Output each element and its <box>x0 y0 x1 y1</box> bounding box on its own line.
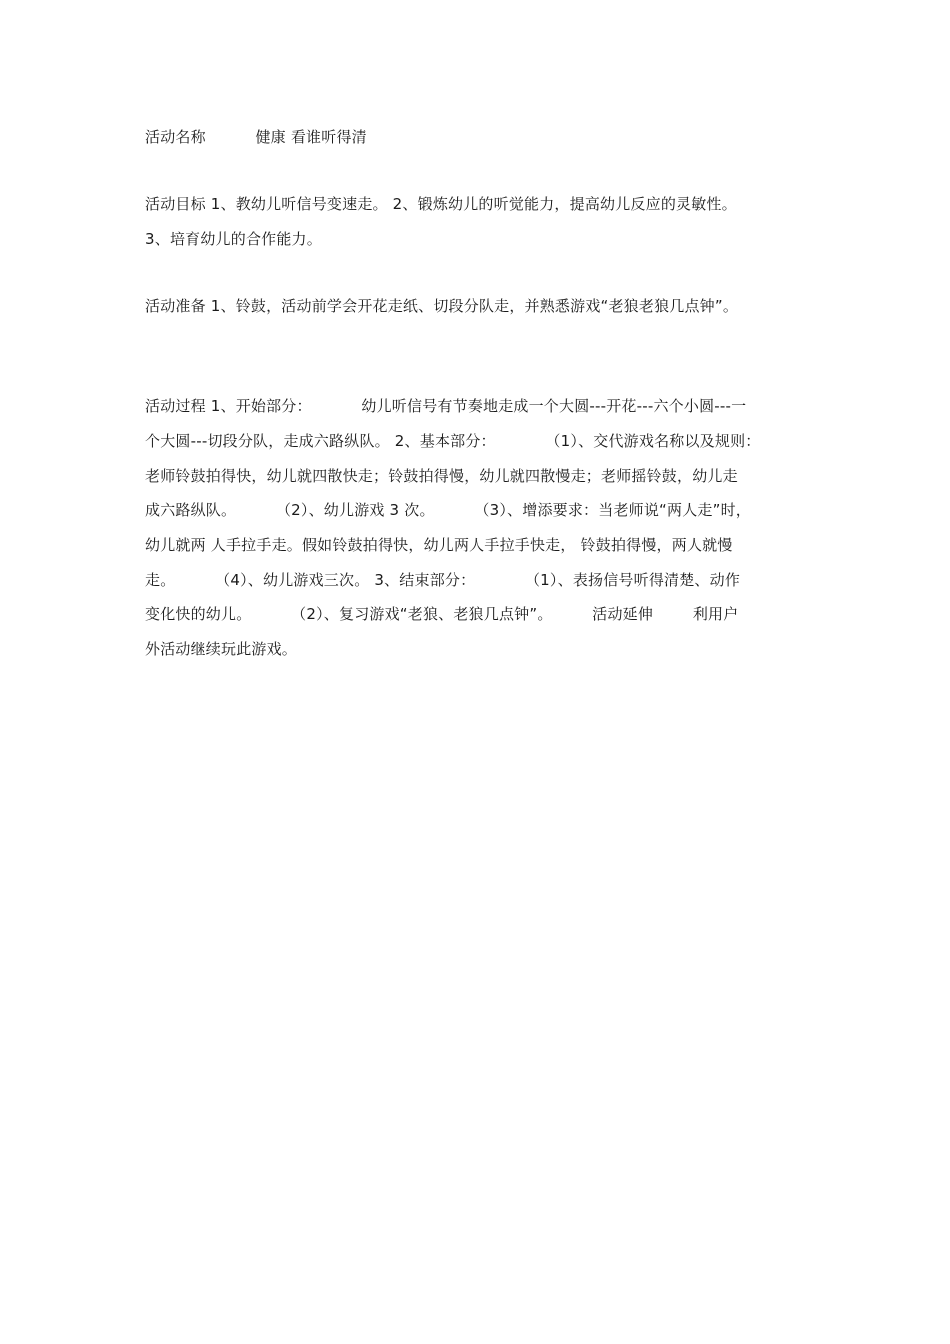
activity-prep-line: 活动准备 1、铃鼓，活动前学会开花走纸、切段分队走，并熟悉游戏“老狼老狼几点钟”。 <box>145 297 739 315</box>
activity-process-line-5: 幼儿就两 人手拉手走。假如铃鼓拍得快，幼儿两人手拉手快走， 铃鼓拍得慢，两人就慢 <box>145 536 733 554</box>
activity-goal-line-2: 3、培育幼儿的合作能力。 <box>145 230 322 248</box>
activity-process-line-6: 走。 （4）、幼儿游戏三次。 3、结束部分： （1）、表扬信号听得清楚、动作 <box>145 571 741 589</box>
activity-process-line-7: 变化快的幼儿。 （2）、复习游戏“老狼、老狼几点钟”。 活动延伸 利用户 <box>145 605 739 623</box>
activity-process-line-3: 老师铃鼓拍得快，幼儿就四散快走；铃鼓拍得慢，幼儿就四散慢走；老师摇铃鼓，幼儿走 <box>145 467 738 485</box>
activity-name-line: 活动名称 健康 看谁听得清 <box>145 128 367 146</box>
activity-goal-line-1: 活动目标 1、教幼儿听信号变速走。 2、锻炼幼儿的听觉能力，提高幼儿反应的灵敏性。 <box>145 195 737 213</box>
activity-process-line-2: 个大圆---切段分队，走成六路纵队。 2、基本部分： （1）、交代游戏名称以及规则： <box>145 432 761 450</box>
activity-process-line-1: 活动过程 1、开始部分： 幼儿听信号有节奏地走成一个大圆---开花---六个小圆---一 <box>145 397 747 415</box>
activity-process-line-8: 外活动继续玩此游戏。 <box>145 640 298 658</box>
activity-process-line-4: 成六路纵队。 （2）、幼儿游戏 3 次。 （3）、增添要求：当老师说“两人走”时， <box>145 501 752 519</box>
